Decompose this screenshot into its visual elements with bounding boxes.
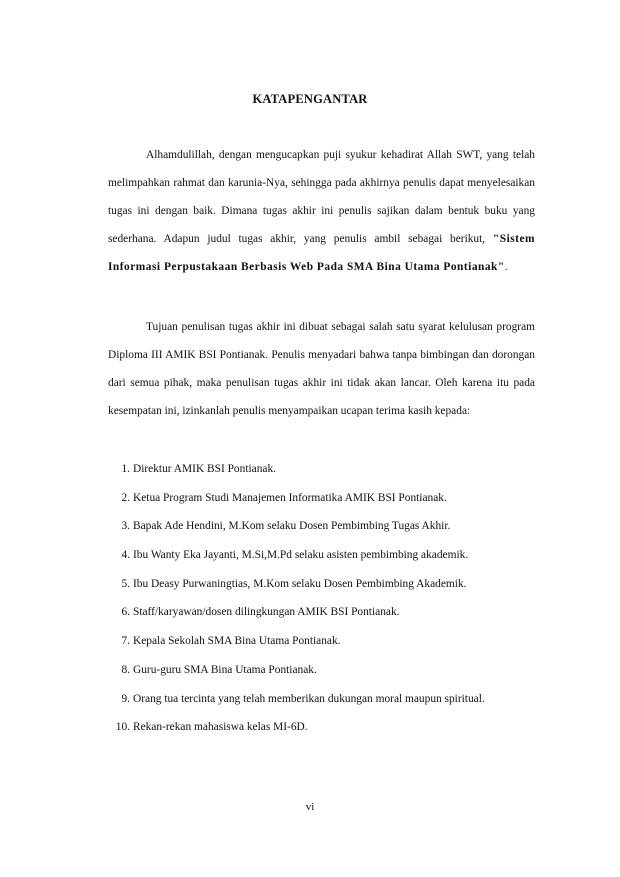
list-item bbox=[104, 512, 544, 541]
list-item-text: Direktur AMIK BSI Pontianak. bbox=[133, 463, 277, 475]
list-item bbox=[104, 484, 544, 513]
list-item bbox=[104, 685, 544, 714]
list-item bbox=[104, 455, 544, 484]
paragraph-intro-text: Alhamdulillah, dengan mengucapkan puji syukur kehadirat Allah SWT, yang telah melimpahkan rahmat dan karunia-Nya, sehingga pada akhirnya penulis dapat menyelesaikan tugas ini dengan baik. Dimana tugas akhir ini penulis sajikan dalam bentuk buku yang sederhana. Adapun judul tugas akhir, yang penulis ambil sebagai berikut, bbox=[108, 149, 535, 245]
list-item-number: 7. bbox=[121, 635, 130, 648]
thesis-title: "Sistem Informasi Perpustakaan Berbasis Web Pada SMA Bina Utama Pontianak" bbox=[108, 233, 535, 273]
list-item-text: Staff/karyawan/dosen dilingkungan AMIK BSI Pontianak. bbox=[133, 606, 400, 619]
list-item bbox=[104, 541, 544, 570]
list-item-text: Ketua Program Studi Manajemen Informatika AMIK BSI Pontianak. bbox=[133, 491, 447, 504]
paragraph-purpose: Tujuan penulisan tugas akhir ini dibuat sebagai salah satu syarat kelulusan program Diploma III AMIK BSI Pontianak. Penulis menyadari bahwa tanpa bimbingan dan dorongan dari semua pihak, maka penulisan tugas akhir ini tidak akan lancar. Oleh karena itu pada kesempatan ini, izinkanlah penulis menyampaikan ucapan terima kasih kepada: bbox=[108, 321, 535, 417]
list-item bbox=[104, 627, 544, 656]
list-item-number: 9. bbox=[121, 692, 130, 705]
list-item-number: 1. bbox=[121, 463, 130, 475]
list-item-text: Guru-guru SMA Bina Utama Pontianak. bbox=[133, 663, 317, 676]
list-item-number: 2. bbox=[121, 491, 130, 504]
list-item-number: 3. bbox=[121, 520, 130, 533]
list-item-text: Rekan-rekan mahasiswa kelas MI-6D. bbox=[133, 721, 308, 734]
list-item-text: Bapak Ade Hendini, M.Kom selaku Dosen Pembimbing Tugas Akhir. bbox=[133, 520, 451, 533]
list-item-number: 5. bbox=[121, 577, 130, 590]
thanks-list bbox=[104, 455, 544, 742]
list-item bbox=[104, 570, 544, 599]
list-item-text: Orang tua tercinta yang telah memberikan dukungan moral maupun spiritual. bbox=[133, 692, 485, 705]
list-item-number: 4. bbox=[121, 549, 130, 562]
page-number: vi bbox=[305, 801, 315, 813]
list-item-text: Ibu Wanty Eka Jayanti, M.Si,M.Pd selaku asisten pembimbing akademik. bbox=[133, 549, 469, 562]
list-item-text: Kepala Sekolah SMA Bina Utama Pontianak. bbox=[133, 635, 341, 648]
paragraph-intro bbox=[108, 141, 535, 281]
list-item-number: 8. bbox=[121, 663, 130, 676]
list-item-number: 6. bbox=[121, 606, 130, 619]
list-item bbox=[104, 598, 544, 627]
list-item-text: Ibu Deasy Purwaningtias, M.Kom selaku Dosen Pembimbing Akademik. bbox=[133, 577, 467, 590]
page-title: KATAPENGANTAR bbox=[252, 92, 368, 106]
list-item bbox=[104, 713, 544, 742]
paragraph-intro-end: . bbox=[504, 261, 508, 273]
list-item-number: 10. bbox=[115, 721, 130, 734]
list-item bbox=[104, 656, 544, 685]
